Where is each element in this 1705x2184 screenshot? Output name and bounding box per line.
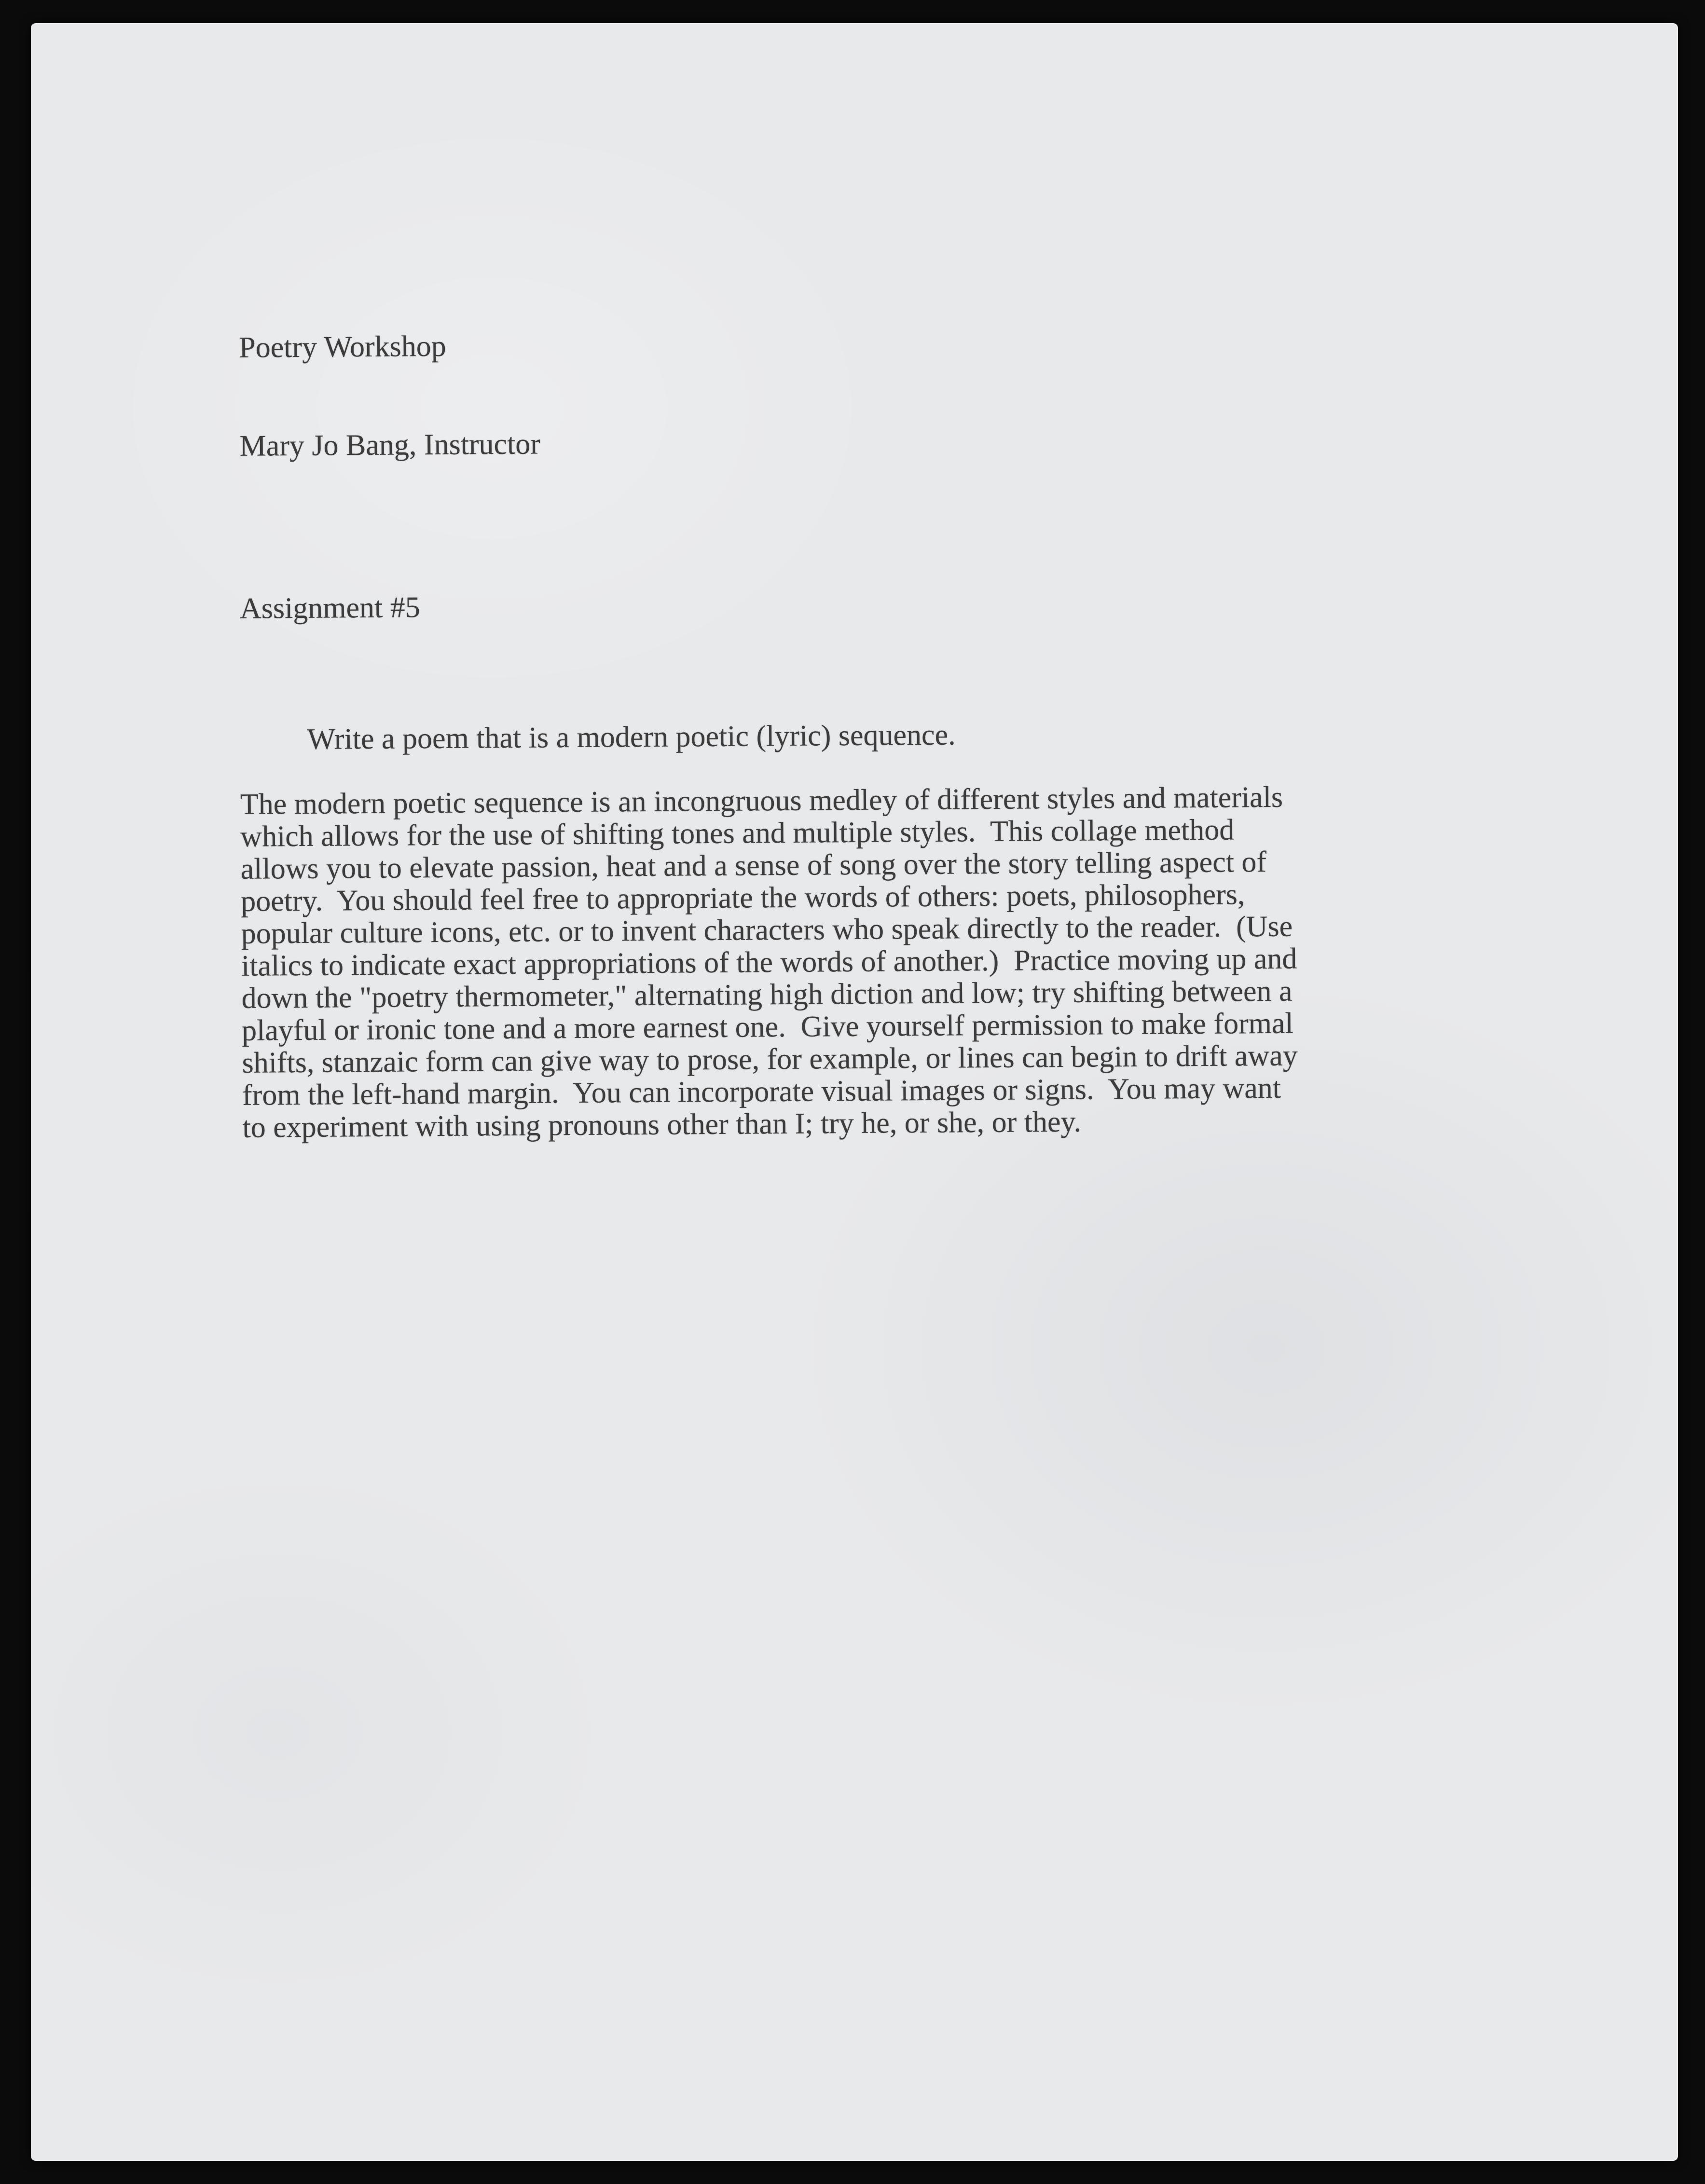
document-page: [31, 23, 1678, 2161]
body-line: to experiment with using pronouns other than I; try he, or she, or they.: [242, 1105, 1082, 1144]
body-line: poetry. You should feel free to appropriate the words of others: poets, philosophers,: [240, 878, 1245, 918]
instructor-line: Mary Jo Bang, Instructor: [239, 427, 541, 463]
printed-content: [24, 17, 1686, 2167]
body-line: shifts, stanzaic form can give way to prose, for example, or lines can begin to drift away: [242, 1039, 1298, 1079]
body-line: which allows for the use of shifting tones and multiple styles. This collage method: [240, 813, 1235, 853]
body-paragraph: [240, 781, 1298, 1144]
body-line: playful or ironic tone and a more earnest one. Give yourself permission to make formal: [241, 1007, 1293, 1047]
body-line: The modern poetic sequence is an incongruous medley of different styles and materials: [240, 780, 1283, 821]
body-line: from the left-hand margin. You can incorporate visual images or signs. You may want: [242, 1071, 1281, 1112]
assignment-heading: Assignment #5: [239, 591, 420, 625]
body-line: down the "poetry thermometer," alternating high diction and low; try shifting between a: [241, 974, 1292, 1015]
body-line: popular culture icons, etc. or to invent characters who speak directly to the reader. (Use: [241, 910, 1293, 950]
document-header: [238, 264, 541, 528]
prompt-line: Write a poem that is a modern poetic (lyric) sequence.: [307, 718, 956, 756]
body-line: italics to indicate exact appropriations of the words of another.) Practice moving up and: [241, 942, 1297, 983]
course-title: Poetry Workshop: [238, 329, 447, 364]
body-line: allows you to elevate passion, heat and a sense of song over the story telling aspect of: [240, 846, 1267, 886]
